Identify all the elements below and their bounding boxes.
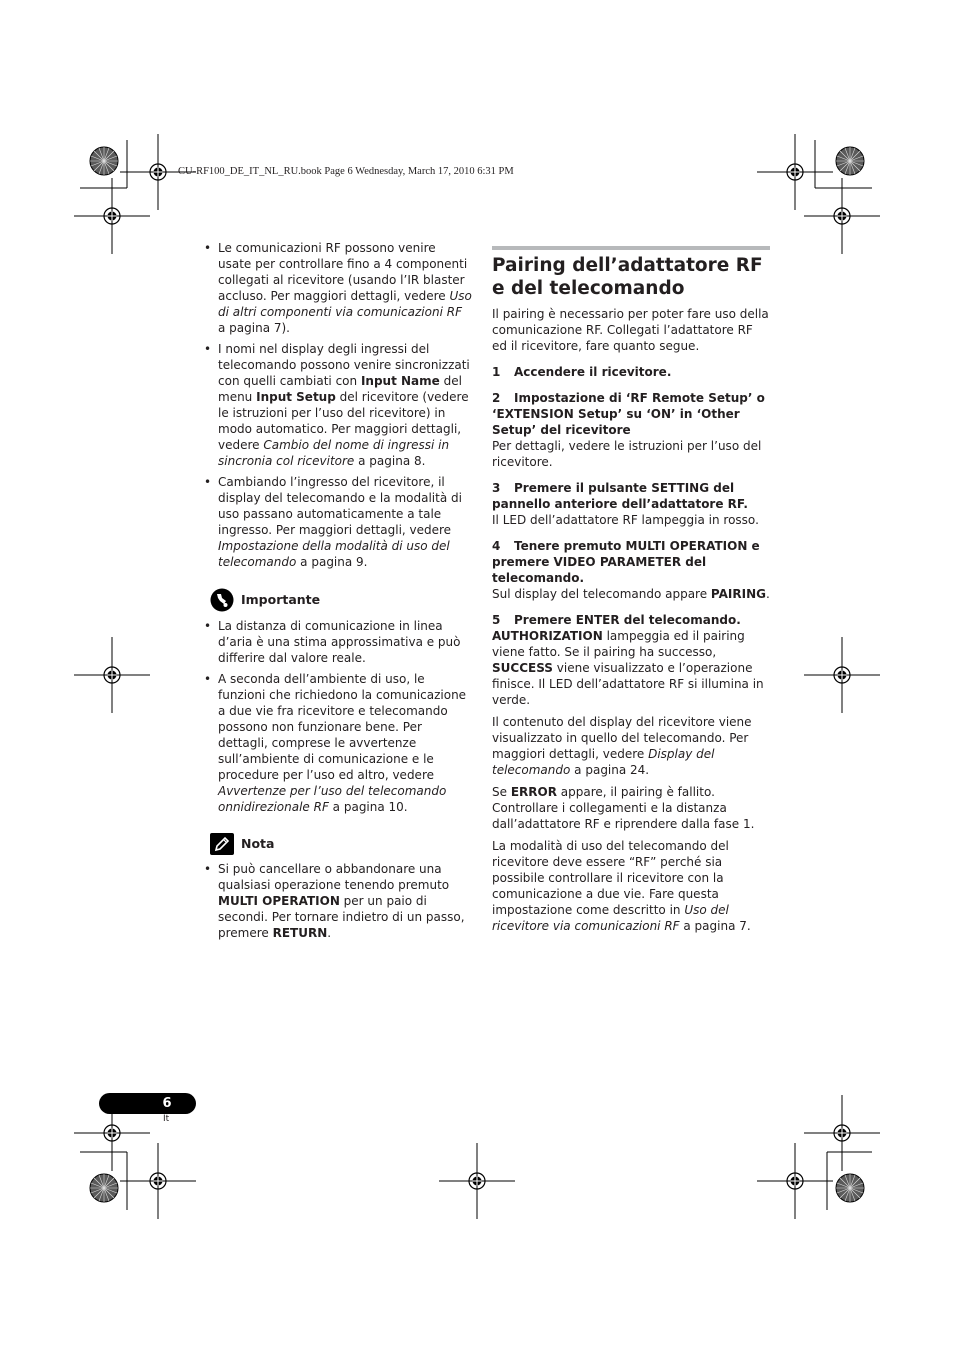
important-icon [210,588,234,612]
left-column [204,240,472,946]
language-code: It [163,1114,170,1124]
note-pencil-icon [210,833,234,855]
step-2-body: Per dettagli, vedere le istruzioni per l’uso del ricevitore. [492,439,762,469]
page-number-tab [99,1093,196,1114]
list-item: • I nomi nel display degli ingressi del telecomando possono venire sincronizzati con quelli cambiati con Input Name del menu Input Setup del ricevitore (vedere le istruzioni per l’uso del ricevitore) in modo automatico. Per maggiori dettagli, vedere Cambio del nome di ingressi in sincronia col ricevitore a pagina 8. [204,341,472,469]
step-3-body: Il LED dell’adattatore RF lampeggia in rosso. [492,513,759,527]
list-item: • Si può cancellare o abbandonare una qualsiasi operazione tenendo premuto MULTI OPERATION per un paio di secondi. Per tornare indietro di un passo, premere RETURN. [204,861,472,941]
step-4: 4 Tenere premuto MULTI OPERATION e premere VIDEO PARAMETER del telecomando. [492,539,760,585]
print-header: CU-RF100_DE_IT_NL_RU.book Page 6 Wednesday, March 17, 2010 6:31 PM [178,166,514,177]
nota-heading [210,833,472,855]
step-3: 3 Premere il pulsante SETTING del pannello anteriore dell’adattatore RF. [492,481,748,511]
nota-list [204,861,472,941]
list-item: • La distanza di comunicazione in linea d’aria è una stima approssimativa e può differire dal valore reale. [204,618,472,666]
list-item: • Cambiando l’ingresso del ricevitore, il display del telecomando e la modalità di uso passano automaticamente a tale ingresso. Per maggiori dettagli, vedere Impostazione della modalità di uso del telecomando a pagina 9. [204,474,472,570]
mode-paragraph: La modalità di uso del telecomando del ricevitore deve essere “RF” perché sia possibile controllare il ricevitore con la comunicazione a due vie. Fare questa impostazione come descritto in Uso del ricevitore via comunicazioni RF a pagina 7. [492,839,751,933]
list-item: • A seconda dell’ambiente di uso, le funzioni che richiedono la comunicazione a due vie fra ricevitore e telecomando possono non funzionare bene. Per dettagli, comprese le avvertenze sull’ambiente di comunicazione e le procedure per l’uso ed altro, vedere Avvertenze per l’uso del telecomando onnidirezionale RF a pagina 10. [204,671,472,815]
step-1: 1 Accendere il ricevitore. [492,365,672,379]
step-5: 5 Premere ENTER del telecomando. [492,613,741,627]
step-4-body: Sul display del telecomando appare PAIRING. [492,587,770,601]
nota-label: Nota [241,836,275,851]
feature-bullet-list [204,240,472,570]
error-paragraph: Se ERROR appare, il pairing è fallito. Controllare i collegamenti e la distanza dall’adattatore RF e riprendere dalla fase 1. [492,785,755,831]
importante-heading [210,588,472,612]
title-rule [492,246,770,250]
intro-paragraph: Il pairing è necessario per poter fare uso della comunicazione RF. Collegati l’adattatore RF ed il ricevitore, fare quanto segue. [492,307,769,353]
list-item: • Le comunicazioni RF possono venire usate per controllare fino a 4 componenti collegati al ricevitore (usando l’IR blaster accluso. Per maggiori dettagli, vedere Uso di altri componenti via comunicazioni RF a pagina 7). [204,240,472,336]
authorization-paragraph: AUTHORIZATION lampeggia ed il pairing viene fatto. Se il pairing ha successo, SUCCESS viene visualizzato e l’operazione finisce. Il LED dell’adattatore RF si illumina in verde. [492,629,764,707]
step-2: 2 Impostazione di ‘RF Remote Setup’ o ‘EXTENSION Setup’ su ‘ON’ in ‘Other Setup’ del ricevitore [492,391,765,437]
display-paragraph: Il contenuto del display del ricevitore viene visualizzato in quello del telecomando. Per maggiori dettagli, vedere Display del telecomando a pagina 24. [492,715,752,777]
importante-list [204,618,472,815]
importante-label: Importante [241,592,321,607]
right-column [492,246,770,940]
section-title: Pairing dell’adattatore RF e del telecomando [492,255,763,299]
page-number: 6 [162,1096,172,1111]
